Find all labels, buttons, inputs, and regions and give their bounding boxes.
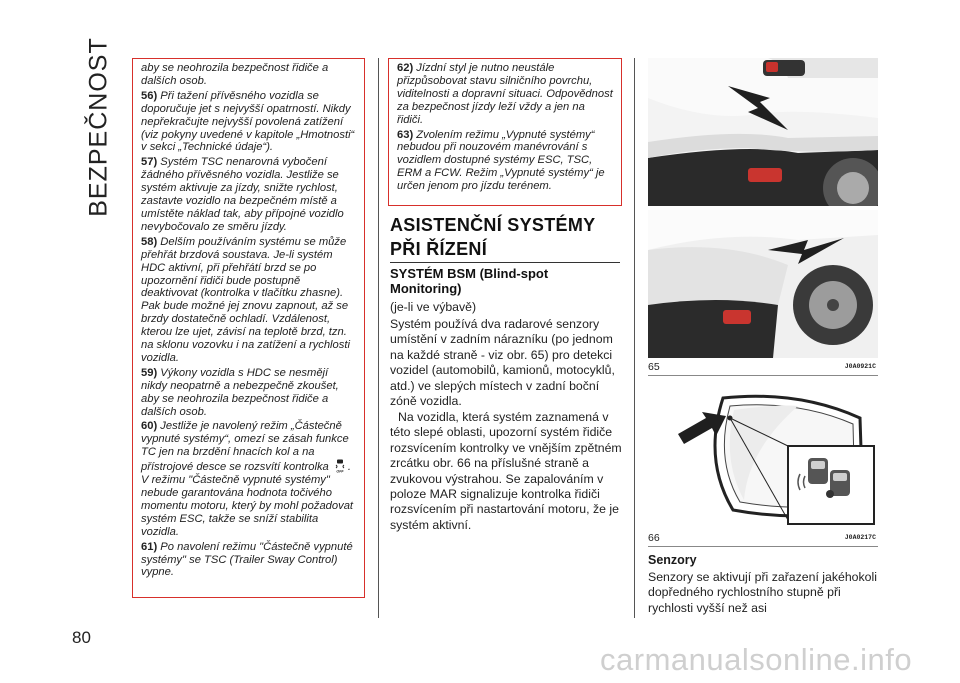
figure-caption: 66 J0A0217C [648, 532, 878, 547]
warning-item: 62) Jízdní styl je nutno neustále přizpůsobovat stavu silničního povrchu, viditelnosti a dopravní situaci. Odpovědnost za bezpečnost jízdy leží vždy a jen na řidiči. [397, 62, 613, 126]
senzory-heading: Senzory [648, 553, 697, 567]
page-number: 80 [72, 628, 91, 647]
paragraph: Systém používá dva radarové senzory umístění v zadním nárazníku (po jednom na každé straně - viz obr. 65) pro detekci vozidel (automobilů, kamionů, motocyklů, atd.) ve slepých místech v zadní boční zóně vozidla. [390, 317, 615, 409]
availability-note: (je-li ve výbavě) [390, 300, 477, 314]
sub-heading: SYSTÉM BSM (Blind-spot Monitoring) [390, 266, 549, 296]
warning-box-left [132, 58, 365, 598]
esc-off-icon [334, 459, 346, 473]
warning-item: aby se neohrozila bezpečnost řidiče a dalších osob. [141, 62, 329, 87]
svg-text:OFF: OFF [336, 469, 344, 474]
warning-item: 63) Zvolením režimu „Vypnuté systémy“ nebudou při nouzovém manévrování s vozidlem dostupné systémy ESC, TSC, ERM a FCW. Režim „Vypnuté systémy“ je určen jenom pro jízdu terénem. [397, 128, 605, 193]
main-heading: ASISTENČNÍ SYSTÉMY PŘI ŘÍZENÍ [390, 213, 620, 263]
warning-box-middle [388, 58, 622, 206]
column-divider [634, 58, 635, 618]
column-divider [378, 58, 379, 618]
warning-item: 56) Při tažení přívěsného vozidla se doporučuje jet s nejvyšší opatrností. Nikdy nepřekračujte nejvyšší povolená zatížení (viz pokyny uvedené v kapitole „Hmotnosti“ v sekci „Technické údaje“). [141, 89, 355, 154]
side-mirror-illustration [648, 390, 878, 528]
paragraph: Senzory se aktivují při zařazení jakéhokoli dopředného rychlostního stupně při rychlosti vyšší než asi [648, 570, 877, 615]
rear-bumper-photo-top [648, 58, 878, 206]
warning-item: 58) Delším používáním systému se může přehřát brzdová soustava. Je-li systém HDC aktivní, při přehřátí brzd se po upozornění řidiči bude postupně deaktivovat (kontrolka v tlačítku zhasne). Pak bude možné jej znovu zapnout, až se brzdy dostatečně ochladí. Vzdálenost, kterou lze ujet, závisí na teplotě brzd, tzn. na sklonu vozovku i na zatížení a rychlosti vozidla. [141, 235, 350, 364]
watermark: carmanualsonline.info [600, 642, 913, 677]
section-title: BEZPEČNOST [84, 37, 113, 217]
warning-item: 59) Výkony vozidla s HDC se nesmějí nikdy neopatrně a nebezpečně zkoušet, aby se neohrozila bezpečnost řidiče a dalších osob. [141, 366, 339, 418]
warning-item: 60) Jestliže je navolený režim „Částečně vypnuté systémy“, omezí se zásah funkce TC jen na brzdění hnacích kol a na přístrojové desce se rozsvítí kontrolka OFF . V režimu "Částečně vypnuté systémy" nebude garantována hodnota točivého momentu motoru, který by mohl požadovat systém ESC, takže se sníží stabilita vozidla. [141, 420, 354, 538]
figure-caption: 65 J0A0921C [648, 361, 878, 376]
paragraph: Na vozidla, která systém zaznamená v této slepé oblasti, upozorní systém řidiče rozsvícením kontrolky ve vnějším zpětném zrcátku obr. 66 na příslušné straně a zvukovou výstrahou. Se zapalováním v poloze MAR signalizuje kontrolka řidiči rozsvícením při nastartování motoru, že je systém aktivní. [390, 410, 622, 532]
warning-item: 57) Systém TSC nenarovná vybočení žádného přívěsného vozidla. Jestliže se systém aktivuje za jízdy, snižte rychlost, zastavte vozidlo na bezpečném místě a umístěte náklad tak, aby přípojné vozidlo nevybočovalo ze směru jízdy. [141, 156, 344, 233]
warning-item: 61) Po navolení režimu "Částečně vypnuté systémy" se TSC (Trailer Sway Control) vypne. [141, 540, 353, 579]
rear-bumper-photo-bottom [648, 210, 878, 358]
